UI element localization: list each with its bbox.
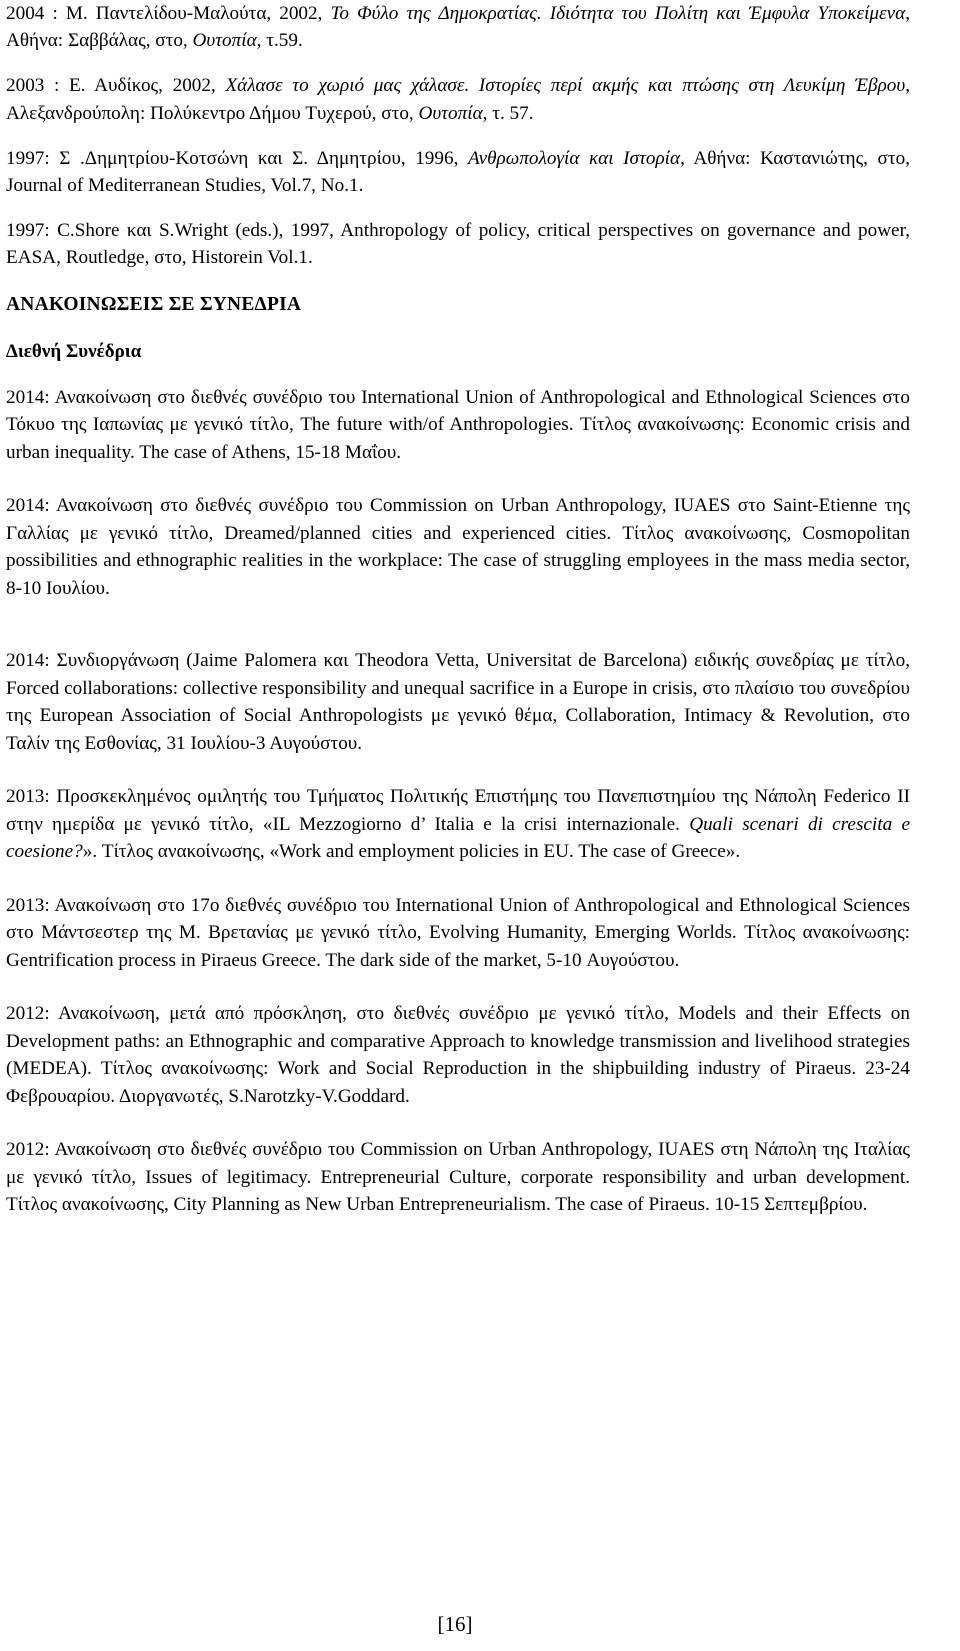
reference-year: 2003 : (6, 75, 70, 97)
talk-text: 2013: Ανακοίνωση στο 17ο διεθνές συνέδριο του International Union of Anthropological and Ethnological Sciences στο Μάντσεστερ της Μ. Βρετανίας με γενικό τίτλο, Evolving Humanity, Emerging Worlds. Τίτλος ανακοίνωσης: Gentrification process in Piraeus Greece. The dark side of the market, 5-10 Αυγούστου. (6, 894, 910, 971)
reference-authors: Σ .Δημητρίου-Κοτσώνη και Σ. Δημητρίου, 1996, (59, 147, 468, 169)
reference-authors: Μ. Παντελίδου-Μαλούτα, 2002, (65, 3, 331, 24)
reference-year: 1997: (6, 147, 60, 169)
talk-text: 2014: Συνδιοργάνωση (Jaime Palomera και Theodora Vetta, Universitat de Barcelona) ειδικής συνεδρίας με τίτλο, Forced collaborations: collective responsibility and unequal sacrifice in a Europe in crisis, στο πλαίσιο του συνεδρίου της European Association of Social Anthropologists με γενικό θέμα, Collaboration, Intimacy & Revolution, στο Ταλίν της Εσθονίας, 31 Ιουλίου-3 Αυγούστου. (6, 650, 910, 754)
reference-details: Anthropology of policy, critical perspectives on governance and power, EASA, Routledge, στο, Historein Vol.1. (6, 220, 910, 269)
talk-text: 2014: Ανακοίνωση στο διεθνές συνέδριο του International Union of Anthropological and Ethnological Sciences στο Τόκυο της Ιαπωνίας με γενικό τίτλο, The future with/of Anthropologies. Τίτλος ανακοίνωσης: Economic crisis and urban inequality. The case of Athens, 15-18 Μαΐου. (6, 386, 910, 463)
page-number: [16] (437, 1612, 473, 1636)
reference-details: , Αθήνα: Καστανιώτης, στο, Journal of Mediterranean Studies, Vol.7, No.1. (6, 147, 910, 197)
conference-talk-entry (6, 492, 910, 602)
conference-talk-entry (6, 783, 910, 866)
reference-journal: Ουτοπία (418, 102, 483, 124)
reference-journal: Ουτοπία (192, 30, 257, 52)
talk-text-end: ». Τίτλος ανακοίνωσης, «Work and employment policies in EU. The case of Greece». (82, 841, 741, 863)
reference-title: Το Φύλο της Δημοκρατίας. Ιδιότητα του Πολίτη και Έμφυλα Υποκείμενα (330, 3, 906, 24)
talk-text: 2013: Προσκεκλημένος ομιλητής του Τμήματος Πολιτικής Επιστήμης του Πανεπιστημίου της Νάπολη Federico II στην ημερίδα με γενικό τίτλο, «IL Mezzogiorno d’ Italia e la crisi internazionale. (6, 786, 910, 835)
section-heading: ΑΝΑΚΟΙΝΩΣΕΙΣ ΣΕ ΣΥΝΕΔΡΙΑ (6, 293, 302, 315)
conference-talk-entry (6, 384, 910, 467)
reference-details: , Αθήνα: Σαββάλας, στο, (6, 3, 910, 52)
talk-text: 2012: Ανακοίνωση, μετά από πρόσκληση, στο διεθνές συνέδριο με γενικό τίτλο, Models and their Effects on Development paths: an Ethnographic and comparative Approach to knowledge transmission and livelihood strategies (MEDEA). Τίτλος ανακοίνωσης: Work and Social Reproduction in the shipbuilding industry of Piraeus. 23-24 Φεβρουαρίου. Διοργανωτές, S.Narotzky-V.Goddard. (6, 1003, 910, 1107)
conference-talk-entry (6, 892, 910, 975)
conference-talk-list (6, 384, 910, 1219)
conference-talk-entry (6, 1136, 910, 1219)
reference-end: , τ. 57. (482, 102, 534, 124)
reference-entry (6, 217, 910, 271)
reference-title: Χάλασε το χωριό μας χάλασε. Ιστορίες περί ακμής και πτώσης στη Λευκίμη Έβρου (225, 75, 906, 97)
reference-end: , τ.59. (256, 30, 303, 52)
reference-year: 1997: (6, 220, 58, 242)
subsection-heading: Διεθνή Συνέδρια (6, 340, 142, 362)
talk-text: 2012: Ανακοίνωση στο διεθνές συνέδριο του Commission on Urban Anthropology, IUAES στη Νάπολη της Ιταλίας με γενικό τίτλο, Issues of legitimacy. Entrepreneurial Culture, corporate responsibility and urban development. Τίτλος ανακοίνωσης, City Planning as New Urban Entrepreneurialism. The case of Piraeus. 10-15 Σεπτεμβρίου. (6, 1139, 910, 1216)
document-page (6, 0, 910, 1219)
reference-title: Ανθρωπολογία και Ιστορία (467, 147, 681, 169)
reference-details: , Αλεξανδρούπολη: Πολύκεντρο Δήμου Τυχερού, στο, (6, 75, 911, 124)
reference-entry (6, 145, 910, 199)
reference-year: 2004 : (6, 3, 66, 24)
conference-talk-entry (6, 647, 910, 757)
reference-authors: Ε. Αυδίκος, 2002, (69, 75, 226, 97)
reference-entry (6, 0, 910, 54)
talk-text: 2014: Ανακοίνωση στο διεθνές συνέδριο του Commission on Urban Anthropology, IUAES στο Saint-Etienne της Γαλλίας με γενικό τίτλο, Dreamed/planned cities and experienced cities. Τίτλος ανακοίνωσης, Cosmopolitan possibilities and ethnographic realities in the workplace: The case of struggling employees in the mass media sector, 8-10 Ιουλίου. (6, 495, 910, 599)
reference-entry (6, 72, 910, 126)
reference-list (6, 0, 910, 272)
conference-talk-entry (6, 1000, 910, 1110)
reference-authors: C.Shore και S.Wright (eds.), 1997, (57, 220, 341, 242)
talk-italic-text: Quali scenari di crescita e coesione? (6, 813, 910, 863)
